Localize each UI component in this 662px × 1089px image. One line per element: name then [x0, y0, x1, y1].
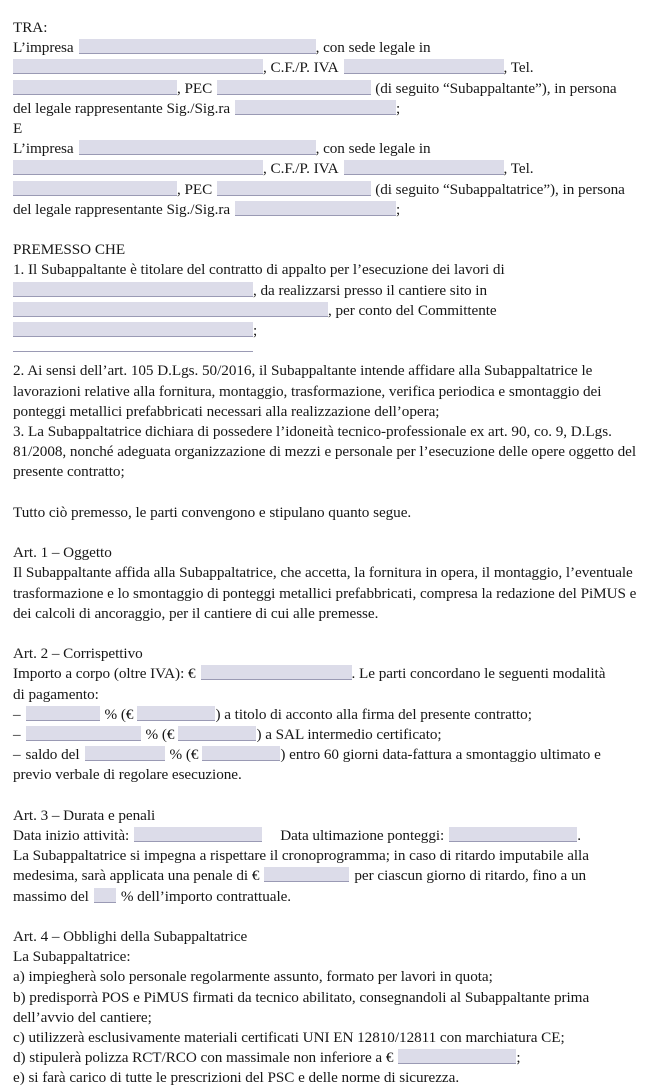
art2-heading — [13, 644, 651, 664]
field-subappaltatrice-pec[interactable] — [217, 181, 371, 196]
art2-heading-text: Art. 2 – Corrispettivo — [13, 645, 143, 663]
label-rappresentante-1: del legale rappresentante Sig./Sig.ra — [13, 99, 231, 117]
label-pec-1: , PEC — [177, 79, 213, 97]
subappaltante-line-2 — [13, 58, 651, 78]
spacer-before-closing — [13, 483, 651, 503]
subappaltante-line-3 — [13, 79, 651, 99]
field-subappaltante-ragione-sociale[interactable] — [79, 39, 316, 54]
art4-item-a-text: a) impiegherà solo personale regolarmente assunto, formato per lavori in quota; — [13, 968, 493, 986]
subappaltatrice-line-2 — [13, 159, 651, 179]
field-data-ultimazione[interactable] — [449, 827, 577, 842]
premesse-heading-text: PREMESSO CHE — [13, 241, 126, 259]
art2-row-0-pct-suffix: % (€ — [104, 705, 134, 723]
art1-heading-text: Art. 1 – Oggetto — [13, 544, 112, 562]
art4-item-b-text: b) predisporrà POS e PiMUS firmati da tecnico abilitato, consegnandoli al Subappaltante prima dell’avvio del cantiere; — [13, 988, 590, 1026]
subappaltatrice-suffix: (di seguito “Subappaltatrice”), in persona — [375, 180, 625, 198]
tra-heading — [13, 18, 651, 38]
premesse-item-2 — [13, 361, 651, 422]
art1-section — [13, 543, 651, 624]
art2-importo-line-2 — [13, 685, 651, 705]
label-impresa-1: L’impresa — [13, 39, 74, 57]
tra-heading-text: TRA: — [13, 19, 48, 36]
field-acconto-pct[interactable] — [26, 706, 100, 721]
art3-body-2-post: per ciascun giorno di ritardo, fino a un — [354, 867, 587, 885]
field-committente-1[interactable] — [13, 322, 253, 337]
art2-row-1-tail: ) a SAL intermedio certificato; — [256, 726, 442, 744]
art3-heading — [13, 806, 651, 826]
art2-row-2-prefix: saldo del — [25, 746, 80, 764]
art3-body-line-2 — [13, 866, 651, 886]
field-subappaltatrice-sede-legale[interactable] — [13, 160, 263, 175]
art2-row-0-tail: ) a titolo di acconto alla firma del presente contratto; — [215, 705, 532, 723]
premesse-item-1-line-4 — [13, 321, 651, 341]
art2-payment-row-saldo — [13, 745, 651, 765]
art4-heading-text: Art. 4 – Obblighi della Subappaltatrice — [13, 928, 248, 946]
art3-heading-text: Art. 3 – Durata e penali — [13, 806, 156, 824]
field-subappaltante-pec[interactable] — [217, 80, 371, 95]
art2-row-2-tail: ) entro 60 giorni data-fattura a smontaggio ultimato e — [280, 746, 601, 764]
art2-row-2-pct-suffix: % (€ — [169, 746, 199, 764]
spacer-before-art4 — [13, 907, 651, 927]
art2-section — [13, 644, 651, 785]
art2-row-2-dash: – — [13, 746, 21, 764]
field-importo-corpo[interactable] — [201, 665, 352, 680]
art2-rows-tail-text: previo verbale di regolare esecuzione. — [13, 766, 242, 784]
art4-item-d-post: ; — [516, 1049, 521, 1067]
field-acconto-eur[interactable] — [137, 706, 215, 721]
field-penale-giornaliera[interactable] — [264, 867, 349, 882]
art3-section — [13, 806, 651, 907]
art4-item-b — [13, 988, 651, 1028]
subappaltante-suffix: (di seguito “Subappaltante”), in persona — [375, 79, 617, 97]
art4-item-a — [13, 967, 651, 987]
art4-item-c-text: c) utilizzerà esclusivamente materiali certificati UNI EN 12810/12811 con marchiatura CE; — [13, 1029, 565, 1047]
premesse-item-3 — [13, 422, 651, 483]
field-penale-max-pct[interactable] — [94, 888, 116, 903]
field-committente-2[interactable] — [13, 351, 253, 355]
art3-body-3-pre: massimo del — [13, 887, 89, 905]
field-subappaltatrice-rappresentante[interactable] — [235, 201, 396, 216]
art3-period: . — [577, 827, 581, 845]
field-subappaltante-sede-legale[interactable] — [13, 59, 263, 74]
semicolon-1: ; — [396, 99, 401, 117]
field-subappaltatrice-cf-piva[interactable] — [344, 160, 504, 175]
art2-payment-row-sal — [13, 725, 651, 745]
parties-conjunction — [13, 119, 651, 139]
art1-heading — [13, 543, 651, 563]
subappaltante-line-1 — [13, 38, 651, 58]
art3-data-inizio-label: Data inizio attività: — [13, 827, 130, 845]
field-saldo-eur[interactable] — [202, 746, 280, 761]
label-sede-1: , con sede legale in — [315, 39, 431, 57]
label-tel-1: , Tel. — [503, 59, 534, 77]
art2-importo-after: . Le parti concordano le seguenti modalità — [351, 665, 606, 683]
premesse-closing — [13, 503, 651, 523]
art3-data-ultimazione-label: Data ultimazione ponteggi: — [280, 827, 445, 845]
label-cf-2: , C.F./P. IVA — [263, 160, 339, 178]
art2-importo-label: Importo a corpo (oltre IVA): € — [13, 665, 196, 683]
premesse-item-1-close: ; — [253, 322, 258, 340]
art4-intro-text: La Subappaltatrice: — [13, 948, 131, 966]
label-sede-2: , con sede legale in — [315, 140, 431, 158]
spacer-after-parties — [13, 220, 651, 240]
art3-dates-line — [13, 826, 651, 846]
field-saldo-pct[interactable] — [85, 746, 165, 761]
field-subappaltatrice-ragione-sociale[interactable] — [79, 140, 316, 155]
premesse-item-1-line-1 — [13, 260, 651, 280]
art1-body-text: Il Subappaltante affida alla Subappaltatrice, che accetta, la fornitura in opera, il montaggio, l’eventuale trasformazione e lo smontaggio di ponteggi metallici prefabbricati, compresa la redazione del PiMUS e dei calcoli di ancoraggio, per il cantiere di cui alle premesse. — [13, 564, 637, 622]
premesse-item-1-line-2 — [13, 281, 651, 301]
semicolon-2: ; — [396, 200, 401, 218]
field-data-inizio[interactable] — [134, 827, 262, 842]
art2-row-0-dash: – — [13, 705, 21, 723]
field-sal-eur[interactable] — [178, 726, 256, 741]
label-cf-1: , C.F./P. IVA — [263, 59, 339, 77]
field-subappaltante-telefono[interactable] — [13, 80, 177, 95]
subappaltatrice-line-3 — [13, 180, 651, 200]
premesse-item-1-intro: 1. Il Subappaltante è titolare del contratto di appalto per l’esecuzione dei lavori di — [13, 261, 505, 279]
art4-item-c — [13, 1028, 651, 1048]
premesse-item-1-mid: , da realizzarsi presso il cantiere sito in — [253, 281, 488, 299]
field-subappaltante-rappresentante[interactable] — [235, 100, 396, 115]
premesse-item-1-end: , per conto del Committente — [328, 301, 497, 319]
label-rappresentante-2: del legale rappresentante Sig./Sig.ra — [13, 200, 231, 218]
premesse-item-2-text: 2. Ai sensi dell’art. 105 D.Lgs. 50/2016, il Subappaltante intende affidare alla Subappaltatrice le lavorazioni relative alla fornitura, montaggio, trasformazione, verifica periodica e smontaggio dei ponteggi metallici prefabbricati necessari alla realizzazione dell’opera; — [13, 362, 602, 420]
field-lavori[interactable] — [13, 282, 253, 297]
spacer-before-art2 — [13, 624, 651, 644]
field-subappaltante-cf-piva[interactable] — [344, 59, 504, 74]
art4-intro — [13, 947, 651, 967]
field-cantiere-1[interactable] — [13, 302, 218, 317]
parties-section — [13, 18, 651, 220]
art2-row-1-dash: – — [13, 726, 21, 744]
art4-heading — [13, 927, 651, 947]
art4-item-e — [13, 1068, 651, 1088]
label-pec-2: , PEC — [177, 180, 213, 198]
label-tel-2: , Tel. — [503, 160, 534, 178]
premesse-item-3-text: 3. La Subappaltatrice dichiara di possedere l’idoneità tecnico-professionale ex art. 90, co. 9, D.Lgs. 81/2008, nonché adeguata organizzazione di mezzi e personale per l’esecuzione delle opere oggetto del presente contratto; — [13, 423, 636, 481]
label-impresa-2: L’impresa — [13, 140, 74, 158]
art4-item-d — [13, 1048, 651, 1068]
art3-body-line-1 — [13, 846, 651, 866]
spacer-before-art1 — [13, 523, 651, 543]
art2-importo-after2: di pagamento: — [13, 685, 99, 703]
premesse-closing-text: Tutto ciò premesso, le parti convengono e stipulano quanto segue. — [13, 503, 412, 521]
premesse-heading — [13, 240, 651, 260]
field-subappaltatrice-telefono[interactable] — [13, 181, 177, 196]
art4-item-d-pre: d) stipulerà polizza RCT/RCO con massimale non inferiore a € — [13, 1049, 394, 1067]
subappaltante-line-4 — [13, 99, 651, 119]
field-sal-pct[interactable] — [26, 726, 141, 741]
premesse-section — [13, 240, 651, 482]
art1-body — [13, 563, 651, 624]
subappaltatrice-line-4 — [13, 200, 651, 220]
parties-conjunction-text: E — [13, 120, 23, 138]
art3-body-line-3 — [13, 887, 651, 907]
premesse-item-1-line-5 — [13, 341, 651, 361]
art2-rows-tail — [13, 765, 651, 785]
field-cantiere-2[interactable] — [218, 302, 328, 317]
premesse-item-1-line-3 — [13, 301, 651, 321]
art2-payment-row-acconto — [13, 705, 651, 725]
art2-row-1-pct-suffix: % (€ — [145, 726, 175, 744]
spacer-before-art3 — [13, 786, 651, 806]
art4-section — [13, 927, 651, 1089]
field-massimale-rct-rco[interactable] — [398, 1049, 516, 1064]
art2-importo-line — [13, 664, 651, 684]
art3-body-1-text: La Subappaltatrice si impegna a rispettare il cronoprogramma; in caso di ritardo imputabile alla — [13, 847, 589, 865]
subappaltatrice-line-1 — [13, 139, 651, 159]
art3-body-3-post: % dell’importo contrattuale. — [120, 887, 292, 905]
art4-item-e-text: e) si farà carico di tutte le prescrizioni del PSC e delle norme di sicurezza. — [13, 1069, 460, 1087]
art3-body-2-pre: medesima, sarà applicata una penale di € — [13, 867, 260, 885]
